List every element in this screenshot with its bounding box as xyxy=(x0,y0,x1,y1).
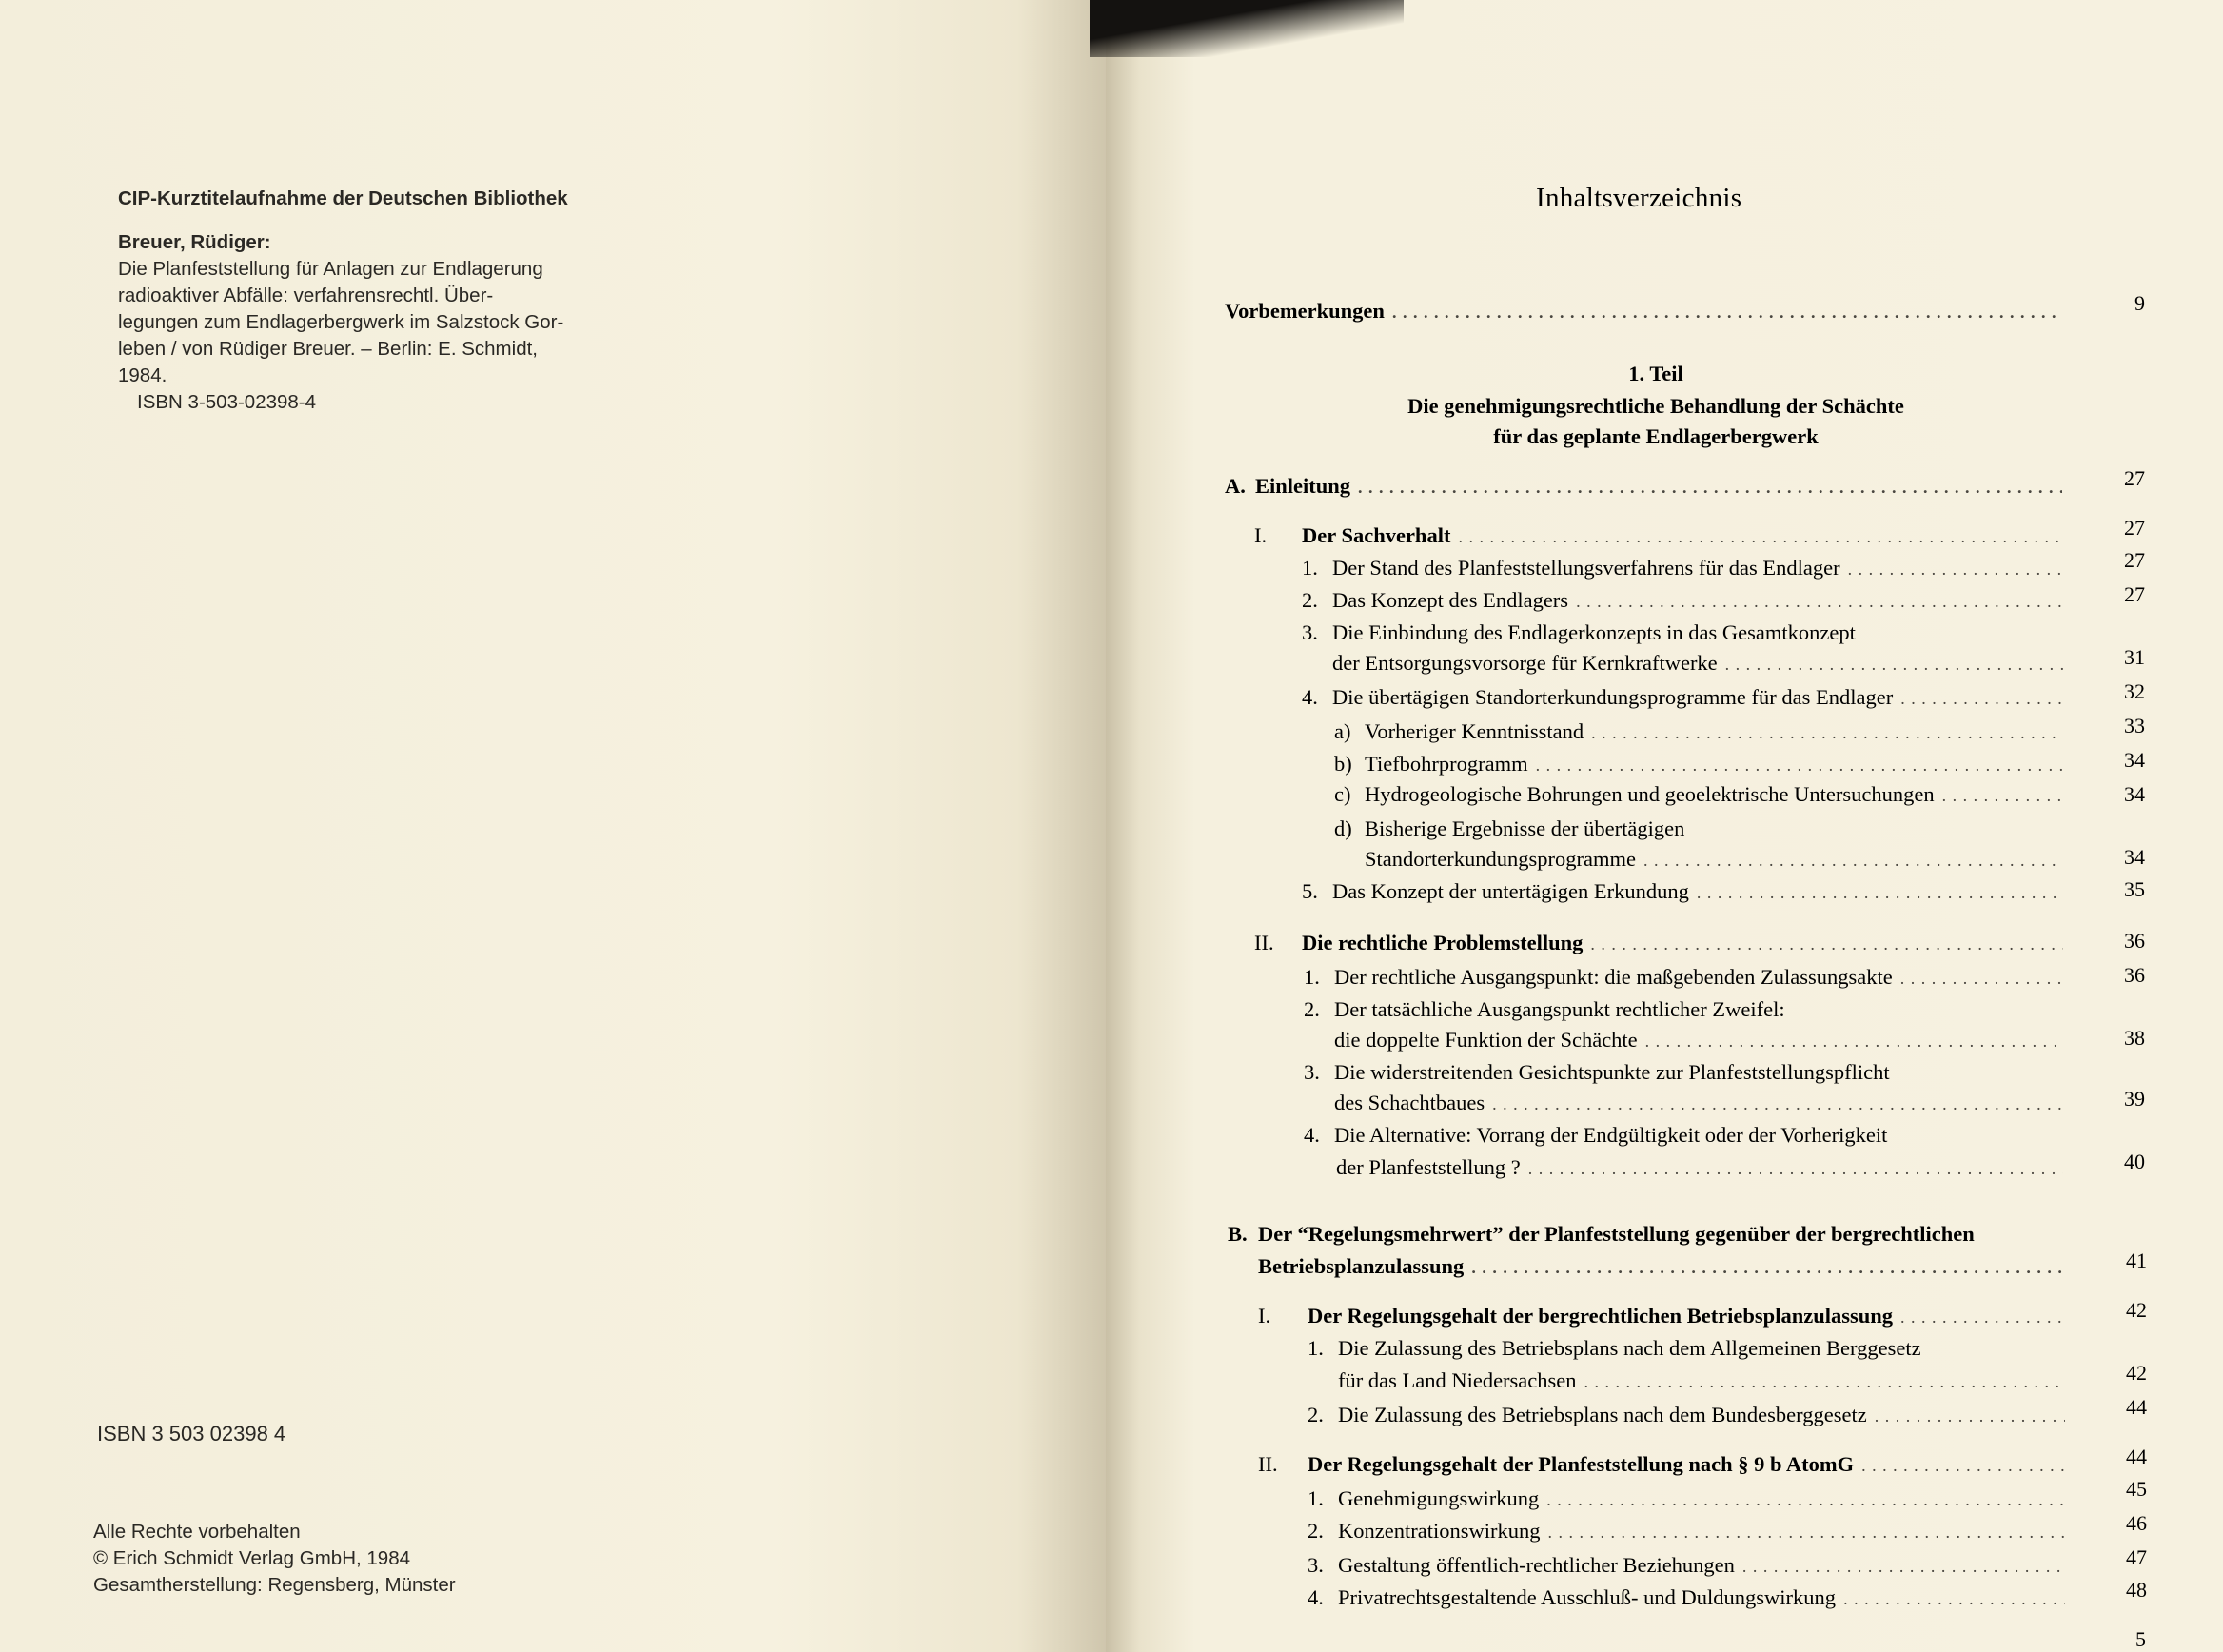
toc-entry-label: für das Land Niedersachsen xyxy=(1338,1368,1577,1392)
cip-description-line: Die Planfeststellung für Anlagen zur Endlagerung xyxy=(118,258,543,280)
toc-leader xyxy=(1843,1589,2065,1609)
toc-item xyxy=(1302,588,2063,613)
toc-item xyxy=(1334,816,1684,841)
toc-item xyxy=(1302,620,1856,645)
toc-subsection-b-ii xyxy=(1258,1452,2065,1477)
toc-entry-label: Die widerstreitenden Gesichtspunkte zur Planfeststellungspflicht xyxy=(1334,1060,1890,1084)
toc-item xyxy=(1304,1123,1887,1148)
toc-item-number: 4. xyxy=(1308,1585,1324,1609)
toc-page-number: 34 xyxy=(2124,782,2145,806)
toc-leader xyxy=(1458,527,2063,547)
toc-entry-label: Der Regelungsgehalt der bergrechtlichen Betriebsplanzulassung xyxy=(1308,1304,1893,1328)
cip-author: Breuer, Rüdiger: xyxy=(118,231,271,253)
toc-page-number: 27 xyxy=(2124,516,2145,540)
toc-page-number: 44 xyxy=(2126,1445,2147,1468)
toc-item xyxy=(1308,1585,2065,1610)
toc-subsection-a-ii xyxy=(1254,931,2063,955)
toc-leader xyxy=(1643,851,2063,871)
toc-leader xyxy=(1725,655,2063,675)
toc-leader xyxy=(1900,969,2063,989)
toc-leader xyxy=(1576,592,2063,612)
toc-page-number: 48 xyxy=(2126,1578,2147,1602)
toc-entry-label: Konzentrationswirkung xyxy=(1338,1519,1541,1543)
toc-entry-label: Die rechtliche Problemstellung xyxy=(1302,931,1584,954)
toc-item-continuation xyxy=(1336,1155,2063,1180)
toc-page-number: 46 xyxy=(2126,1511,2147,1535)
toc-leader xyxy=(1942,786,2063,806)
toc-section-number: A. xyxy=(1225,474,1246,498)
toc-entry-label: Der Regelungsgehalt der Planfeststellung nach § 9 b AtomG xyxy=(1308,1452,1855,1476)
copyright-line: © Erich Schmidt Verlag GmbH, 1984 xyxy=(93,1547,410,1569)
toc-page-number: 27 xyxy=(2124,548,2145,572)
cip-record xyxy=(118,186,613,416)
toc-item-continuation xyxy=(1332,651,2063,676)
toc-entry-label: die doppelte Funktion der Schächte xyxy=(1334,1028,1638,1052)
toc-section-number: I. xyxy=(1254,523,1268,547)
rights-line: Alle Rechte vorbehalten xyxy=(93,1521,301,1543)
toc-leader xyxy=(1536,756,2063,776)
toc-leader xyxy=(1875,1406,2065,1426)
toc-page-number: 41 xyxy=(2126,1249,2147,1272)
toc-item-number: d) xyxy=(1334,816,1352,840)
toc-leader xyxy=(1848,560,2063,580)
part-title-line: Die genehmigungsrechtliche Behandlung der Schächte xyxy=(1407,394,1904,418)
toc-item-number: 1. xyxy=(1308,1336,1324,1360)
toc-entry-label: Vorheriger Kenntnisstand xyxy=(1365,719,1584,743)
left-page xyxy=(0,0,1106,1652)
toc-page-number: 42 xyxy=(2126,1361,2147,1385)
toc-item-number: 1. xyxy=(1308,1486,1324,1510)
toc-entry-label: des Schachtbaues xyxy=(1334,1091,1485,1114)
page-number: 5 xyxy=(2135,1627,2146,1651)
toc-page-number: 44 xyxy=(2126,1395,2147,1419)
toc-item xyxy=(1334,752,2063,777)
toc-item xyxy=(1302,556,2063,580)
toc-leader xyxy=(1584,1372,2065,1392)
toc-item xyxy=(1304,997,1785,1022)
toc-leader xyxy=(1528,1159,2063,1179)
toc-entry-label: Betriebsplanzulassung xyxy=(1258,1254,1465,1278)
toc-section-number: II. xyxy=(1258,1452,1278,1476)
toc-leader xyxy=(1358,478,2062,498)
toc-entry-label: Die übertägigen Standorterkundungsprogramme für das Endlager xyxy=(1332,685,1894,709)
toc-item-number: 3. xyxy=(1302,620,1318,644)
toc-section-b xyxy=(1228,1222,1975,1247)
toc-item xyxy=(1308,1519,2065,1544)
toc-item-number: 2. xyxy=(1302,588,1318,612)
toc-item xyxy=(1308,1486,2065,1511)
toc-page-number: 35 xyxy=(2124,877,2145,901)
toc-entry-label: Der tatsächliche Ausgangspunkt rechtlicher Zweifel: xyxy=(1334,997,1785,1021)
toc-page-number: 27 xyxy=(2124,582,2145,606)
toc-leader xyxy=(1900,1308,2065,1328)
toc-entry-label: Die Einbindung des Endlagerkonzepts in das Gesamtkonzept xyxy=(1332,620,1856,644)
toc-item-number: 2. xyxy=(1304,997,1320,1021)
isbn: ISBN 3 503 02398 4 xyxy=(97,1422,286,1446)
toc-page-number: 36 xyxy=(2124,929,2145,953)
toc-entry-label: Der Stand des Planfeststellungsverfahrens für das Endlager xyxy=(1332,556,1840,580)
toc-item-continuation xyxy=(1334,1028,2063,1052)
toc-item xyxy=(1308,1336,1921,1361)
toc-title: Inhaltsverzeichnis xyxy=(1536,183,1742,213)
toc-page-number: 39 xyxy=(2124,1087,2145,1111)
cip-description-line: leben / von Rüdiger Breuer. – Berlin: E. Schmidt, xyxy=(118,338,538,360)
toc-item xyxy=(1308,1403,2065,1427)
part-number: 1. Teil xyxy=(1628,362,1683,385)
toc-page-number: 31 xyxy=(2124,645,2145,669)
toc-page-number: 38 xyxy=(2124,1026,2145,1050)
cip-description-line: radioaktiver Abfälle: verfahrensrechtl. Über- xyxy=(118,285,494,306)
toc-item-continuation xyxy=(1334,1091,2063,1115)
toc-entry-label: Privatrechtsgestaltende Ausschluß- und Duldungswirkung xyxy=(1338,1585,1837,1609)
toc-entry-label: Der “Regelungsmehrwert” der Planfeststellung gegenüber der bergrechtlichen xyxy=(1258,1222,1975,1246)
toc-entry-label: Tiefbohrprogramm xyxy=(1365,752,1528,776)
toc-leader xyxy=(1900,689,2063,709)
toc-entry-label: der Planfeststellung ? xyxy=(1336,1155,1521,1179)
toc-entry-label: Bisherige Ergebnisse der übertägigen xyxy=(1365,816,1685,840)
toc-leader xyxy=(1861,1456,2065,1476)
toc-item-number: c) xyxy=(1334,782,1351,806)
toc-subsection-a-i xyxy=(1254,523,2063,548)
toc-item xyxy=(1302,879,2063,904)
toc-page-number: 47 xyxy=(2126,1545,2147,1569)
part-title-line: für das geplante Endlagerbergwerk xyxy=(1493,424,1819,448)
toc-page-number: 34 xyxy=(2124,748,2145,772)
toc-page-number: 9 xyxy=(2134,291,2145,315)
toc-item xyxy=(1302,685,2063,710)
toc-entry-label: Standorterkundungsprogramme xyxy=(1365,847,1636,871)
toc-section-number: B. xyxy=(1228,1222,1248,1246)
toc-entry-label: Einleitung xyxy=(1255,474,1351,498)
cip-isbn: ISBN 3-503-02398-4 xyxy=(137,391,317,413)
cip-header: CIP-Kurztitelaufnahme der Deutschen Bibliothek xyxy=(118,187,568,209)
toc-leader xyxy=(1591,723,2063,743)
toc-page-number: 32 xyxy=(2124,679,2145,703)
toc-subsection-b-i xyxy=(1258,1304,2065,1328)
toc-item-number: 2. xyxy=(1308,1403,1324,1426)
toc-section-b-continuation xyxy=(1258,1254,2065,1279)
toc-entry-label: Gestaltung öffentlich-rechtlicher Beziehungen xyxy=(1338,1553,1735,1577)
toc-page-number: 42 xyxy=(2126,1298,2147,1322)
toc-item-number: 4. xyxy=(1304,1123,1320,1147)
toc-entry-label: Der Sachverhalt xyxy=(1302,523,1451,547)
rights-notice xyxy=(93,1519,456,1599)
toc-entry-label: Vorbemerkungen xyxy=(1225,299,1385,323)
toc-page-number: 33 xyxy=(2124,714,2145,738)
toc-item-number: 1. xyxy=(1302,556,1318,580)
toc-section-number: II. xyxy=(1254,931,1274,954)
toc-entry-label: Hydrogeologische Bohrungen und geoelektrische Untersuchungen xyxy=(1365,782,1935,806)
toc-entry-label: Das Konzept des Endlagers xyxy=(1332,588,1569,612)
toc-entry-label: Die Zulassung des Betriebsplans nach dem Allgemeinen Berggesetz xyxy=(1338,1336,1921,1360)
toc-item xyxy=(1308,1553,2065,1578)
toc-item-continuation xyxy=(1338,1368,2065,1393)
toc-item-number: 2. xyxy=(1308,1519,1324,1543)
toc-entry-label: der Entsorgungsvorsorge für Kernkraftwerke xyxy=(1332,651,1718,675)
toc-leader xyxy=(1546,1490,2065,1510)
toc-entry-label: Der rechtliche Ausgangspunkt: die maßgebenden Zulassungsakte xyxy=(1334,965,1893,989)
toc-page-number: 45 xyxy=(2126,1477,2147,1501)
toc-leader xyxy=(1742,1557,2065,1577)
toc-page-number: 27 xyxy=(2124,466,2145,490)
toc-page-number: 36 xyxy=(2124,963,2145,987)
toc-item-continuation xyxy=(1365,847,2063,872)
toc-entry-label: Die Zulassung des Betriebsplans nach dem Bundesberggesetz xyxy=(1338,1403,1867,1426)
toc-page-number: 34 xyxy=(2124,845,2145,869)
toc-item xyxy=(1334,782,2063,807)
page-corner-shadow xyxy=(1090,0,1404,57)
toc-page-number: 40 xyxy=(2124,1150,2145,1173)
toc-item-number: 1. xyxy=(1304,965,1320,989)
toc-leader xyxy=(1697,883,2063,903)
toc-item-number: a) xyxy=(1334,719,1351,743)
toc-item-number: 5. xyxy=(1302,879,1318,903)
toc-leader xyxy=(1392,303,2062,323)
toc-entry-label: Genehmigungswirkung xyxy=(1338,1486,1540,1510)
toc-leader xyxy=(1547,1523,2065,1543)
cip-description-line: 1984. xyxy=(118,364,167,386)
toc-section-number: I. xyxy=(1258,1304,1271,1328)
toc-item xyxy=(1334,719,2063,744)
toc-item-number: b) xyxy=(1334,752,1352,776)
toc-entry-label: Das Konzept der untertägigen Erkundung xyxy=(1332,879,1689,903)
toc-leader xyxy=(1645,1032,2063,1052)
toc-item xyxy=(1304,965,2063,990)
toc-leader xyxy=(1492,1094,2063,1114)
toc-entry-label: Die Alternative: Vorrang der Endgültigkeit oder der Vorherigkeit xyxy=(1334,1123,1888,1147)
toc-item-number: 3. xyxy=(1308,1553,1324,1577)
toc-item-number: 4. xyxy=(1302,685,1318,709)
toc-leader xyxy=(1590,934,2063,954)
toc-entry-preface xyxy=(1225,299,2062,324)
toc-section-a xyxy=(1225,474,2062,499)
toc-leader xyxy=(1471,1258,2065,1278)
toc-item xyxy=(1304,1060,1890,1085)
cip-description-line: legungen zum Endlagerbergwerk im Salzstock Gor- xyxy=(118,311,564,333)
toc-item-number: 3. xyxy=(1304,1060,1320,1084)
production-line: Gesamtherstellung: Regensberg, Münster xyxy=(93,1574,456,1596)
